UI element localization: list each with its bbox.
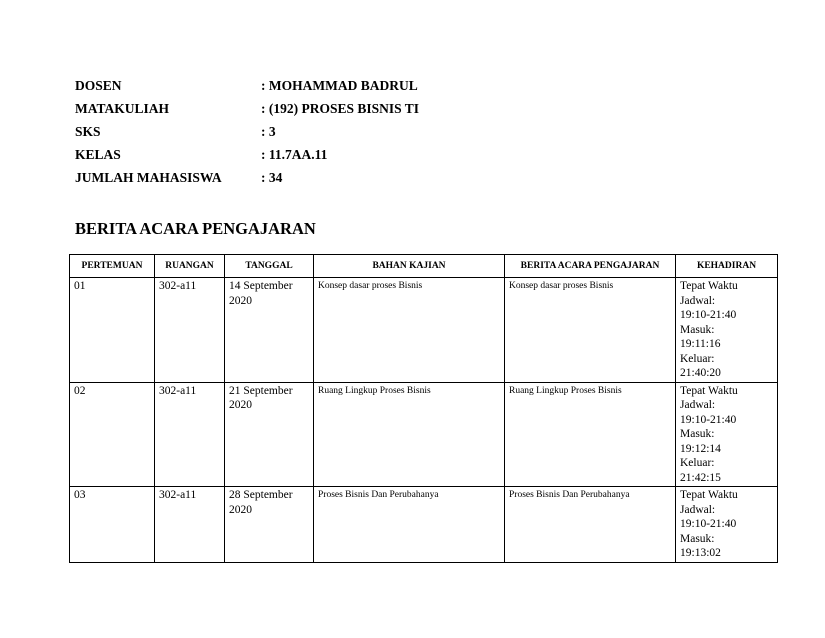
column-header: RUANGAN [155,255,225,278]
cell-tanggal: 21 September 2020 [225,382,314,487]
info-row-kelas [75,143,419,166]
kehadiran-line: 21:42:15 [680,471,721,484]
kehadiran-line: Jadwal: [680,294,716,307]
kehadiran-line: Keluar: [680,457,715,469]
info-label: DOSEN [75,77,122,93]
info-value: : (192) PROSES BISNIS TI [261,100,420,116]
info-value: : 11.7AA.11 [261,146,328,162]
info-label: SKS [75,123,101,139]
course-info [75,74,419,189]
table-row [70,278,778,383]
info-value: : 34 [261,169,283,185]
kehadiran-line: 19:11:16 [680,338,721,350]
cell-bahan-kajian: Konsep dasar proses Bisnis [314,278,505,383]
cell-pertemuan: 03 [70,487,155,563]
table-header-row [70,255,778,278]
cell-tanggal: 28 September 2020 [225,487,314,563]
info-label: KELAS [75,146,121,162]
cell-ruangan: 302-a11 [155,278,225,383]
cell-berita-acara: Konsep dasar proses Bisnis [505,278,676,383]
kehadiran-line: Jadwal: [680,399,716,411]
cell-pertemuan: 02 [70,382,155,487]
section-title: BERITA ACARA PENGAJARAN [75,219,316,238]
kehadiran-line: Jadwal: [680,503,716,516]
info-value: : MOHAMMAD BADRUL [261,77,418,93]
cell-ruangan: 302-a11 [155,382,225,487]
info-row-dosen [75,74,419,97]
info-label: MATAKULIAH [75,100,169,116]
info-row-matakuliah [75,97,419,120]
kehadiran-line: Masuk: [680,532,715,545]
kehadiran-line: Tepat Waktu [680,280,738,292]
kehadiran-line: Keluar: [680,352,715,365]
cell-berita-acara: Ruang Lingkup Proses Bisnis [505,382,676,487]
kehadiran-line: 19:13:02 [680,547,721,559]
cell-berita-acara: Proses Bisnis Dan Perubahanya [505,487,676,563]
info-value: : 3 [261,123,276,139]
info-row-jumlah-mahasiswa [75,166,419,189]
kehadiran-line: 19:10-21:40 [680,413,737,426]
kehadiran-line: 21:40:20 [680,367,721,379]
column-header: KEHADIRAN [676,255,778,278]
attendance-table [69,254,778,563]
cell-kehadiran [676,487,778,563]
kehadiran-line: Masuk: [680,323,715,336]
column-header: BERITA ACARA PENGAJARAN [505,255,676,278]
column-header: PERTEMUAN [70,255,155,278]
cell-pertemuan: 01 [70,278,155,383]
cell-kehadiran [676,382,778,487]
cell-kehadiran [676,278,778,383]
cell-bahan-kajian: Proses Bisnis Dan Perubahanya [314,487,505,563]
info-row-sks [75,120,419,143]
kehadiran-line: Masuk: [680,428,715,440]
info-label: JUMLAH MAHASISWA [75,169,222,185]
cell-ruangan: 302-a11 [155,487,225,563]
kehadiran-line: 19:10-21:40 [680,309,737,321]
kehadiran-line: Tepat Waktu [680,489,738,501]
column-header: TANGGAL [225,255,314,278]
column-header: BAHAN KAJIAN [314,255,505,278]
table-row [70,382,778,487]
kehadiran-line: Tepat Waktu [680,384,738,397]
kehadiran-line: 19:10-21:40 [680,518,737,530]
cell-tanggal: 14 September 2020 [225,278,314,383]
kehadiran-line: 19:12:14 [680,442,721,455]
cell-bahan-kajian: Ruang Lingkup Proses Bisnis [314,382,505,487]
table-row [70,487,778,563]
